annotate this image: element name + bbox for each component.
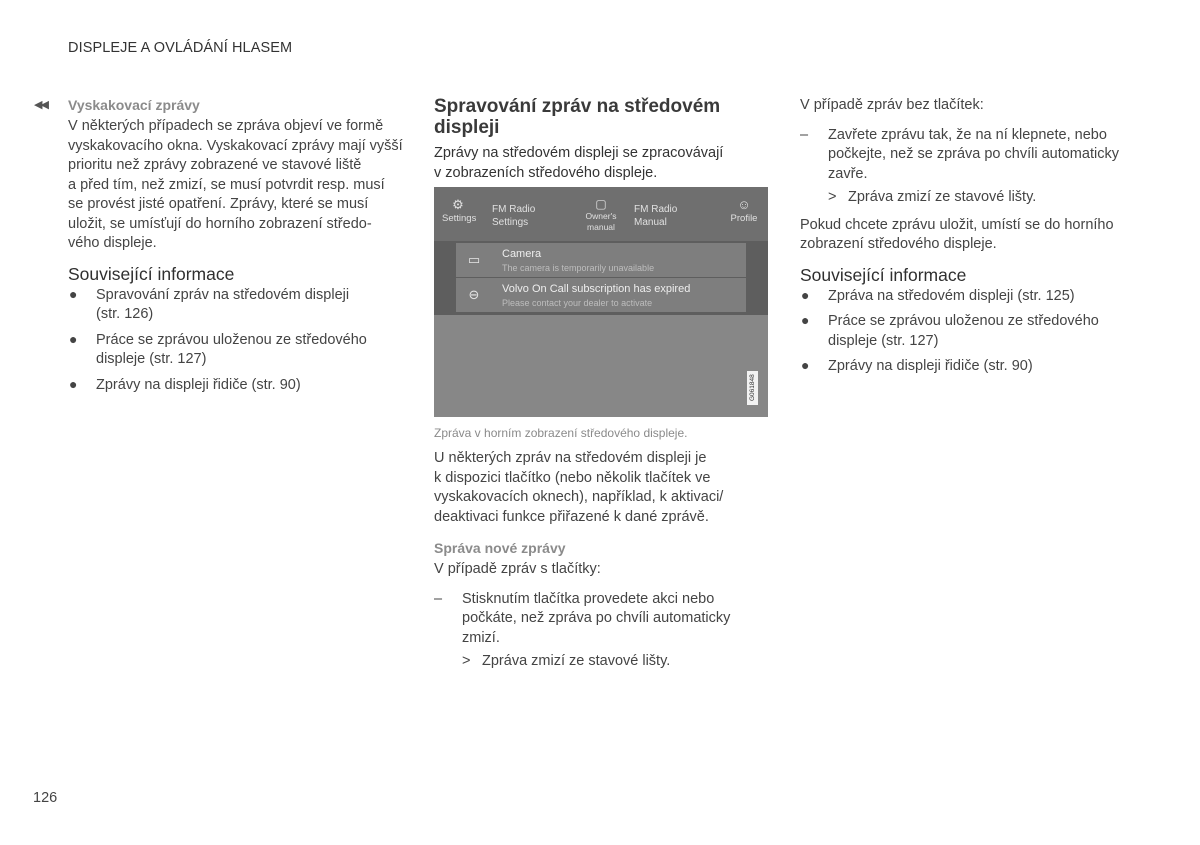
- book-icon: ▢: [595, 197, 607, 211]
- step-with-buttons: – Stisknutím tlačítka provedete akci nebo počkáte, než zpráva po chvíli automaticky zmizí.: [434, 590, 731, 646]
- figure-code: G061848: [747, 371, 758, 405]
- back-arrow-icon[interactable]: ◀◀: [34, 99, 47, 111]
- step-result: > Zpráva zmizí ze stavové lišty.: [800, 188, 1135, 208]
- bullet-icon: ●: [69, 285, 78, 302]
- related-link[interactable]: ● Spravování zpráv na středovém displeji (str. 126): [69, 285, 350, 322]
- related-link[interactable]: ● Zpráva na středovém displeji (str. 125): [801, 286, 1075, 304]
- profile-tile: ☺ Profile: [728, 197, 760, 224]
- page-number: 126: [33, 790, 58, 806]
- camera-icon: ▭: [467, 252, 481, 267]
- popup-paragraph: V některých případech se zpráva objeví ve formě vyskakovacího okna. Vyskakovací zprávy mají vyšší prioritu než zprávy zobrazené ve stavové liště a před tím, než zmizí, se musí potvrdit resp. musí se provést jisté opatření. Zprávy, které se musí uložit, se umísťují do horního zobrazení středo- vého displeje.: [68, 118, 403, 251]
- column-right: [800, 96, 1135, 383]
- intro-without-buttons: V případě zpráv bez tlačítek:: [800, 97, 984, 113]
- volvo-icon: ⊖: [468, 287, 480, 302]
- related-link[interactable]: ● Práce se zprávou uloženou ze středového displeje (str. 127): [69, 330, 367, 367]
- bullet-icon: ●: [69, 375, 78, 392]
- related-link[interactable]: ● Zprávy na displeji řidiče (str. 90): [69, 375, 301, 393]
- page-header-title: DISPLEJE A OVLÁDÁNÍ HLASEM: [68, 40, 293, 56]
- buttons-paragraph: U některých zpráv na středovém displeji je k dispozici tlačítko (nebo několik tlačítek ve vyskakovacích oknech), například, k aktivaci/ deaktivaci funkce přiřazené k dané zprávě.: [434, 450, 724, 525]
- bullet-icon: ●: [801, 286, 810, 303]
- step-result: > Zpráva zmizí ze stavové lišty.: [434, 652, 769, 672]
- bullet-icon: ●: [69, 330, 78, 347]
- related-link[interactable]: ● Zprávy na displeji řidiče (str. 90): [801, 357, 1033, 374]
- step-without-buttons: – Zavřete zprávu tak, že na ní klepnete, nebo počkejte, než se zpráva po chvíli automaticky zavře.: [800, 126, 1119, 182]
- section-heading: Spravování zpráv na středovém displeji: [434, 96, 721, 138]
- dash-marker: –: [434, 590, 443, 607]
- settings-icon: ⚙: [452, 197, 464, 212]
- related-info-heading: Související informace: [800, 264, 967, 285]
- notification-area: [434, 241, 768, 315]
- notification-volvo-on-call: ⊖ Volvo On Call subscription has expired Please contact your dealer to activate: [456, 278, 746, 312]
- subheading-popup-messages: Vyskakovací zprávy: [68, 97, 200, 113]
- intro-with-buttons: V případě zpráv s tlačítky:: [434, 561, 601, 577]
- center-display-figure: [434, 187, 768, 417]
- profile-icon: ☺: [737, 197, 751, 212]
- related-info-heading: Související informace: [68, 263, 235, 284]
- bullet-icon: ●: [801, 357, 810, 373]
- related-info-list: [800, 287, 1135, 377]
- bullet-icon: ●: [801, 312, 810, 328]
- owners-manual-tile: ▢ Owner's manual: [585, 197, 617, 232]
- result-marker: >: [462, 653, 471, 669]
- save-message-paragraph: Pokud chcete zprávu uložit, umístí se do horního zobrazení středového displeje.: [800, 216, 1114, 252]
- fm-radio-settings-tile: FM Radio Settings: [492, 204, 536, 228]
- dash-marker: –: [800, 126, 809, 143]
- related-info-list: [68, 286, 403, 396]
- figure-caption: Zpráva v horním zobrazení středového displeje.: [434, 426, 688, 440]
- notification-camera: ▭ Camera The camera is temporarily unavailable: [456, 243, 746, 277]
- column-middle: [434, 96, 769, 680]
- fm-radio-manual-tile: FM Radio Manual: [634, 204, 678, 228]
- settings-tile: ⚙ Settings: [442, 197, 477, 224]
- subheading-new-message: Správa nové zprávy: [434, 540, 566, 556]
- related-link[interactable]: ● Práce se zprávou uloženou ze středového displeje (str. 127): [801, 312, 1099, 349]
- section-lead: Zprávy na středovém displeji se zpracovávají v zobrazeních středového displeje.: [434, 145, 724, 181]
- result-marker: >: [828, 189, 837, 205]
- column-left: [34, 96, 403, 401]
- display-top-bar: [434, 187, 768, 241]
